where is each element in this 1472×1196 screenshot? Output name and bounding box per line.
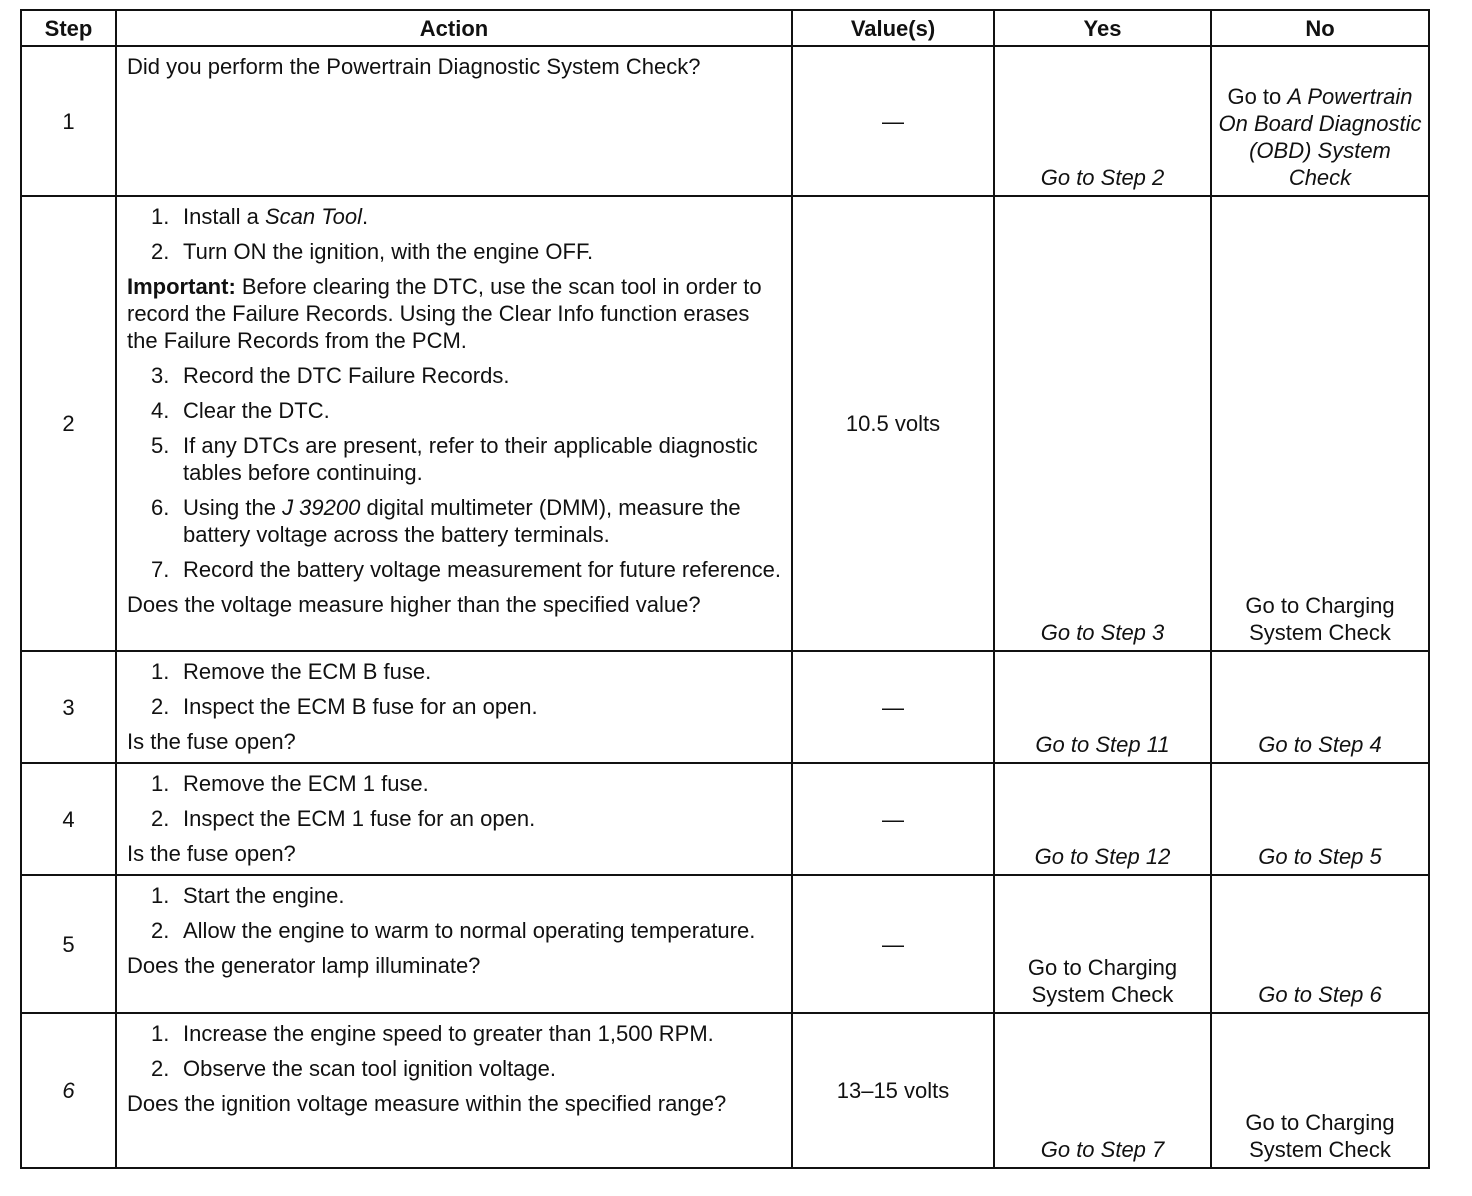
- item-text: Record the DTC Failure Records.: [183, 363, 510, 388]
- item-text: Inspect the ECM B fuse for an open.: [183, 694, 538, 719]
- list-item: [127, 917, 781, 944]
- action-question: Is the fuse open?: [127, 729, 296, 754]
- item-text: Allow the engine to warm to normal operating temperature.: [183, 918, 756, 943]
- no-cell: Go to Step 5: [1211, 763, 1429, 875]
- item-text-pre: Using the: [183, 495, 283, 520]
- value-cell: —: [792, 875, 994, 1013]
- step-number: 2: [21, 196, 116, 651]
- action-question: Does the ignition voltage measure within the specified range?: [127, 1091, 727, 1116]
- action-cell: [116, 651, 792, 763]
- header-action: Action: [116, 10, 792, 46]
- value-cell: 13–15 volts: [792, 1013, 994, 1168]
- yes-cell: Go to Step 12: [994, 763, 1211, 875]
- step-number: 1: [21, 46, 116, 196]
- item-text: Inspect the ECM 1 fuse for an open.: [183, 806, 536, 831]
- yes-cell: Go to Step 11: [994, 651, 1211, 763]
- value-cell: —: [792, 46, 994, 196]
- item-number: 1.: [151, 771, 170, 796]
- list-item: [127, 770, 781, 797]
- action-question: Did you perform the Powertrain Diagnostic System Check?: [127, 54, 701, 79]
- table-row: [21, 1013, 1429, 1168]
- item-number: 4.: [151, 398, 170, 423]
- important-label: Important:: [127, 274, 236, 299]
- header-values: Value(s): [792, 10, 994, 46]
- action-question: Is the fuse open?: [127, 841, 296, 866]
- list-item: [127, 238, 781, 265]
- table-row: [21, 763, 1429, 875]
- list-item: [127, 432, 781, 486]
- important-note: [127, 273, 781, 354]
- action-question: Does the generator lamp illuminate?: [127, 953, 481, 978]
- item-text: [183, 203, 781, 230]
- item-number: 1.: [151, 883, 170, 908]
- list-item: [127, 203, 781, 230]
- item-text-italic: Scan Tool: [264, 204, 362, 229]
- action-question: Does the voltage measure higher than the specified value?: [127, 592, 701, 617]
- action-cell: [116, 763, 792, 875]
- list-item: [127, 494, 781, 548]
- item-text: If any DTCs are present, refer to their applicable diagnostic tables before continuing.: [183, 433, 758, 485]
- no-prefix: Go to: [1227, 84, 1288, 109]
- item-text-pre: Install a: [183, 204, 265, 229]
- header-no: No: [1211, 10, 1429, 46]
- value-cell: —: [792, 651, 994, 763]
- item-number: 2.: [151, 806, 170, 831]
- item-text: Turn ON the ignition, with the engine OFF.: [183, 239, 594, 264]
- list-item: [127, 1055, 781, 1082]
- no-cell: Go to Step 6: [1211, 875, 1429, 1013]
- header-row: [21, 10, 1429, 46]
- action-cell: [116, 196, 792, 651]
- important-text: Before clearing the DTC, use the scan tool in order to record the Failure Records. Using the Clear Info function erases the Failure Records from the PCM.: [127, 274, 762, 353]
- item-number: 5.: [151, 433, 170, 458]
- item-number: 1.: [151, 659, 170, 684]
- table-row: [21, 651, 1429, 763]
- no-italic-ref: A Powertrain On Board Diagnostic (OBD) System Check: [1218, 84, 1422, 190]
- yes-cell: Go to Step 3: [994, 196, 1211, 651]
- item-number: 7.: [151, 557, 170, 582]
- list-item: [127, 882, 781, 909]
- step-number: 3: [21, 651, 116, 763]
- list-item: [127, 805, 781, 832]
- item-text-post: .: [361, 204, 369, 229]
- value-cell: —: [792, 763, 994, 875]
- header-step: Step: [21, 10, 116, 46]
- item-number: 2.: [151, 1056, 170, 1081]
- action-cell: [116, 46, 792, 196]
- item-text: Start the engine.: [183, 883, 345, 908]
- item-number: 1.: [151, 204, 170, 229]
- item-text: Clear the DTC.: [183, 398, 330, 423]
- item-text: Observe the scan tool ignition voltage.: [183, 1056, 557, 1081]
- item-text: Remove the ECM B fuse.: [183, 659, 432, 684]
- item-number: 2.: [151, 694, 170, 719]
- item-text: Remove the ECM 1 fuse.: [183, 771, 429, 796]
- item-number: 3.: [151, 363, 170, 388]
- item-text: [183, 494, 781, 548]
- item-text: Record the battery voltage measurement for future reference.: [183, 557, 781, 582]
- diagnostic-table: [20, 9, 1430, 1169]
- item-text-italic: J 39200: [282, 495, 361, 520]
- list-item: [127, 397, 781, 424]
- item-number: 6.: [151, 495, 170, 520]
- item-number: 2.: [151, 239, 170, 264]
- no-cell: Go to Charging System Check: [1211, 1013, 1429, 1168]
- item-number: 2.: [151, 918, 170, 943]
- step-number: 5: [21, 875, 116, 1013]
- action-cell: [116, 1013, 792, 1168]
- table-row: [21, 875, 1429, 1013]
- item-number: 1.: [151, 1021, 170, 1046]
- list-item: [127, 362, 781, 389]
- step-number: 6: [21, 1013, 116, 1168]
- list-item: [127, 658, 781, 685]
- yes-cell: Go to Step 7: [994, 1013, 1211, 1168]
- step-number: 4: [21, 763, 116, 875]
- yes-cell: Go to Step 2: [994, 46, 1211, 196]
- list-item: [127, 556, 781, 583]
- list-item: [127, 1020, 781, 1047]
- item-text-post: digital multimeter (DMM), measure the battery voltage across the battery terminals.: [183, 495, 741, 547]
- item-text: Increase the engine speed to greater than 1,500 RPM.: [183, 1021, 714, 1046]
- value-cell: 10.5 volts: [792, 196, 994, 651]
- no-cell: Go to Step 4: [1211, 651, 1429, 763]
- table-row: [21, 196, 1429, 651]
- no-cell: Go to Charging System Check: [1211, 196, 1429, 651]
- action-cell: [116, 875, 792, 1013]
- list-item: [127, 693, 781, 720]
- yes-cell: Go to Charging System Check: [994, 875, 1211, 1013]
- no-cell: [1211, 46, 1429, 196]
- header-yes: Yes: [994, 10, 1211, 46]
- table-row: [21, 46, 1429, 196]
